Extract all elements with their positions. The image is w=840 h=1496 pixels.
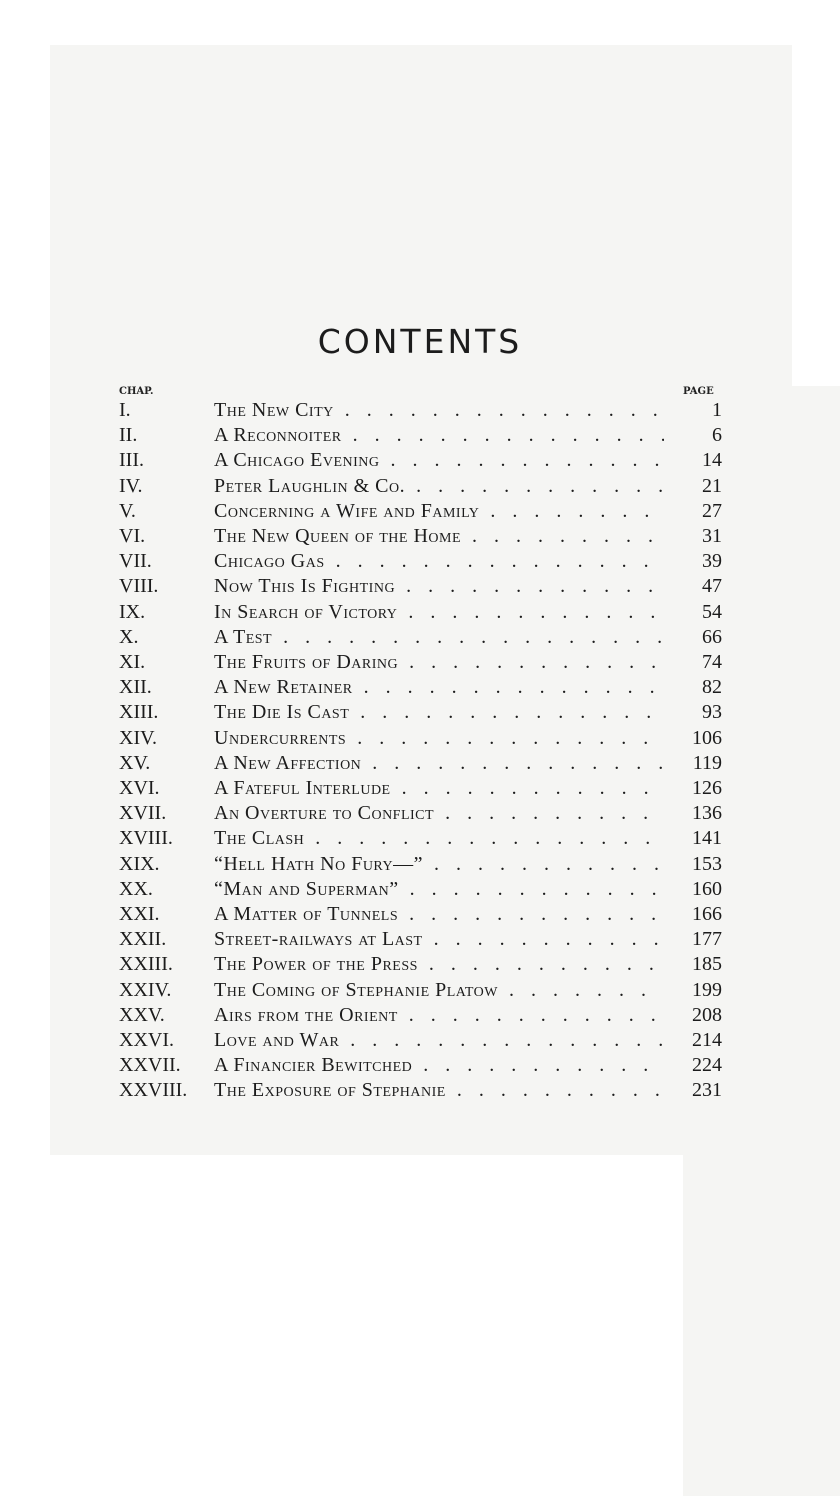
page-number: 166	[692, 903, 722, 925]
page-number: 214	[692, 1029, 722, 1051]
page-number: 177	[692, 928, 722, 951]
chapter-number: III.	[119, 449, 144, 472]
toc-entry	[0, 952, 840, 977]
chapter-title: Street-railways at Last . . .	[214, 927, 664, 952]
toc-entry	[0, 625, 840, 650]
chapter-number: XXII.	[119, 928, 167, 951]
chapter-title: A Financier Bewitched . . .	[214, 1053, 664, 1078]
chapter-number: VI.	[119, 525, 146, 547]
chapter-number: XVI.	[119, 777, 160, 799]
chapter-number: IV.	[119, 474, 143, 497]
chapter-title: The New Queen of the Home . . .	[214, 524, 664, 549]
page-number: 106	[692, 726, 722, 749]
page-number: 224	[692, 1054, 722, 1077]
chapter-title: Concerning a Wife and Family . . .	[214, 499, 664, 524]
chapter-title: “Hell Hath No Fury—” . . .	[214, 852, 664, 877]
page-number: 1	[712, 399, 722, 421]
chapter-number: XXVI.	[119, 1029, 174, 1051]
chapter-number: XII.	[119, 676, 152, 699]
toc-entry	[0, 650, 840, 675]
chapter-title: The Clash . . .	[214, 826, 664, 851]
chapter-title: Undercurrents . . .	[214, 726, 664, 751]
toc-entry	[0, 1003, 840, 1028]
chapter-number: I.	[119, 399, 131, 421]
toc-entry	[0, 826, 840, 851]
page-number: 136	[692, 802, 722, 825]
page-number: 153	[692, 852, 722, 875]
page-number: 208	[692, 1003, 722, 1026]
chapter-title: The New City . . .	[214, 398, 664, 423]
toc-entry	[0, 524, 840, 549]
chapter-number: X.	[119, 625, 139, 648]
page-number: 31	[702, 525, 722, 547]
page-number: 199	[692, 978, 722, 1001]
chapter-title: The Fruits of Daring . . .	[214, 650, 664, 675]
chapter-number: XVIII.	[119, 827, 173, 850]
page-number: 119	[692, 751, 722, 774]
page-column-header: PAGE	[683, 386, 840, 1496]
toc-entry	[0, 574, 840, 599]
page-number: 231	[692, 1079, 722, 1102]
toc-entry	[0, 675, 840, 700]
chapter-number: IX.	[119, 600, 146, 623]
chapter-title: The Power of the Press . . .	[214, 952, 664, 977]
toc-entry	[0, 499, 840, 524]
chapter-number: XI.	[119, 651, 146, 673]
toc-entry	[0, 902, 840, 927]
toc-entry	[0, 448, 840, 473]
page-number: 66	[702, 625, 722, 648]
page-number: 141	[692, 827, 722, 850]
chapter-title: A New Retainer . . .	[214, 675, 664, 700]
toc-entry	[0, 726, 840, 751]
chapter-title: Now This Is Fighting . . .	[214, 574, 664, 599]
page-number: 14	[702, 449, 722, 472]
chapter-number: XV.	[119, 751, 151, 774]
toc-entry	[0, 877, 840, 902]
chapter-column-header: CHAP.	[119, 386, 154, 397]
page-number: 93	[702, 701, 722, 724]
chapter-title: A Test . . .	[214, 625, 664, 650]
page-number: 54	[702, 600, 722, 623]
page-number: 6	[712, 424, 722, 447]
toc-entry	[0, 474, 840, 499]
chapter-title: An Overture to Conflict . . .	[214, 801, 664, 826]
chapter-number: XIV.	[119, 726, 157, 749]
toc-entry	[0, 1053, 840, 1078]
chapter-title: A Chicago Evening . . .	[214, 448, 664, 473]
page-number: 160	[692, 877, 722, 900]
chapter-title: The Coming of Stephanie Platow . . .	[214, 978, 664, 1003]
page-number: 82	[702, 676, 722, 699]
chapter-title: In Search of Victory . . .	[214, 600, 664, 625]
chapter-number: V.	[119, 499, 136, 522]
page-number: 74	[702, 651, 722, 673]
toc-entry	[0, 1028, 840, 1053]
chapter-number: XXVIII.	[119, 1079, 188, 1102]
toc-entry	[0, 700, 840, 725]
toc-entry	[0, 852, 840, 877]
page-number: 21	[702, 474, 722, 497]
toc-entry	[0, 776, 840, 801]
page-title: CONTENTS	[317, 322, 523, 361]
toc-entry	[0, 751, 840, 776]
toc-entry	[0, 978, 840, 1003]
chapter-number: XIX.	[119, 852, 160, 875]
toc-entry	[0, 927, 840, 952]
chapter-title: “Man and Superman” . . .	[214, 877, 664, 902]
toc-entry	[0, 398, 840, 423]
page-number: 47	[702, 575, 722, 598]
toc-entry	[0, 600, 840, 625]
chapter-title: A New Affection . . .	[214, 751, 664, 776]
chapter-title: Peter Laughlin & Co. . . .	[214, 474, 664, 499]
chapter-title: A Fateful Interlude . . .	[214, 776, 664, 801]
chapter-title: The Exposure of Stephanie . . .	[214, 1078, 664, 1103]
chapter-number: VIII.	[119, 575, 159, 598]
chapter-number: XX.	[119, 877, 153, 900]
chapter-number: XXIII.	[119, 953, 173, 976]
chapter-number: XXI.	[119, 903, 160, 925]
chapter-title: Airs from the Orient . . .	[214, 1003, 664, 1028]
chapter-number: XIII.	[119, 701, 159, 724]
chapter-title: The Die Is Cast . . .	[214, 700, 664, 725]
toc-entry	[0, 549, 840, 574]
page-number: 126	[692, 777, 722, 799]
chapter-title: Love and War . . .	[214, 1028, 664, 1053]
chapter-number: XXVII.	[119, 1054, 181, 1077]
toc-entry	[0, 801, 840, 826]
chapter-title: A Reconnoiter . . .	[214, 423, 664, 448]
chapter-title: A Matter of Tunnels . . .	[214, 902, 664, 927]
toc-entry	[0, 1078, 840, 1103]
chapter-number: XXIV.	[119, 978, 172, 1001]
page-number: 39	[702, 550, 722, 573]
toc-entry	[0, 423, 840, 448]
chapter-number: VII.	[119, 550, 152, 573]
chapter-number: XXV.	[119, 1003, 165, 1026]
page-number: 185	[692, 953, 722, 976]
page-number: 27	[702, 499, 722, 522]
chapter-title: Chicago Gas . . .	[214, 549, 664, 574]
chapter-number: II.	[119, 424, 138, 447]
chapter-number: XVII.	[119, 802, 167, 825]
